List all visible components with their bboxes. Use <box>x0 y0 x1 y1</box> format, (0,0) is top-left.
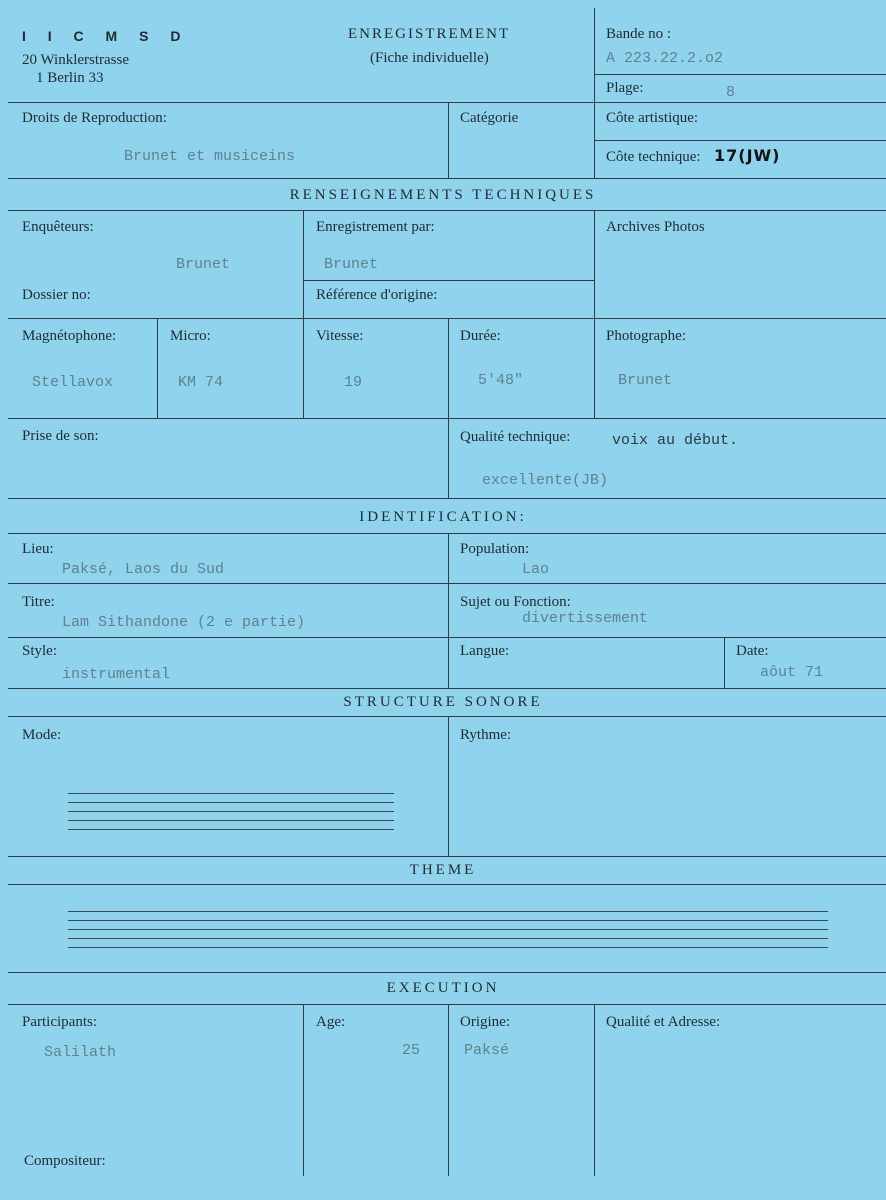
cote-artistique-label: Côte artistique: <box>606 110 699 126</box>
population-value: Lao <box>522 561 550 578</box>
mode-staff-line <box>68 811 394 812</box>
equip-divider-4 <box>594 318 595 418</box>
qualite-technique-note: voix au début. <box>612 432 739 449</box>
style-value: instrumental <box>62 666 171 683</box>
origine-label: Origine: <box>460 1014 510 1030</box>
photographe-value: Brunet <box>618 372 673 389</box>
cote-technique-value: 17(JW) <box>714 146 781 165</box>
prise-bottom-rule <box>8 498 886 499</box>
sujet-label: Sujet ou Fonction: <box>460 594 571 610</box>
structure-title-rule <box>8 716 886 717</box>
identification-title-rule <box>8 533 886 534</box>
rights-bottom-rule <box>8 178 886 179</box>
rights-divider-1 <box>448 102 449 178</box>
prise-de-son-label: Prise de son: <box>22 428 99 444</box>
mode-staff-line <box>68 802 394 803</box>
technique-title-rule <box>8 210 886 211</box>
age-label: Age: <box>316 1014 346 1030</box>
bande-value: A 223.22.2.o2 <box>606 50 724 67</box>
reference-divider <box>303 280 594 281</box>
micro-label: Micro: <box>170 328 211 344</box>
cote-technique-label: Côte technique: <box>606 149 701 165</box>
enqueteurs-value: Brunet <box>176 256 231 273</box>
enqueteurs-label: Enquêteurs: <box>22 219 94 235</box>
execution-divider-2 <box>448 1004 449 1176</box>
compositeur-label: Compositeur: <box>24 1153 106 1169</box>
qualite-adresse-label: Qualité et Adresse: <box>606 1014 721 1030</box>
org-logo: I I C M S D <box>22 28 190 44</box>
langue-label: Langue: <box>460 643 510 659</box>
micro-value: KM 74 <box>178 374 224 391</box>
identification-section-title: IDENTIFICATION: <box>359 509 527 525</box>
execution-divider-3 <box>594 1004 595 1176</box>
theme-section-title: THEME <box>409 862 477 878</box>
execution-title-rule <box>8 1004 886 1005</box>
header-divider <box>594 8 595 102</box>
mode-staff-line <box>68 829 394 830</box>
date-value: aôut 71 <box>760 664 824 681</box>
execution-section-title: EXECUTION <box>386 980 500 996</box>
enreg-par-label: Enregistrement par: <box>316 219 435 235</box>
theme-staff-line <box>68 911 828 912</box>
qualite-technique-value: excellente(JB) <box>482 472 609 489</box>
theme-bottom-rule <box>8 972 886 973</box>
cote-divider <box>594 140 886 141</box>
droits-label: Droits de Reproduction: <box>22 110 167 126</box>
duree-value: 5'48" <box>478 372 524 389</box>
age-value: 25 <box>402 1042 421 1059</box>
sujet-value: divertissement <box>522 610 649 627</box>
org-address-city: 1 Berlin 33 <box>36 70 104 86</box>
equip-bottom-rule <box>8 418 886 419</box>
theme-staff-line <box>68 929 828 930</box>
form-subtitle: (Fiche individuelle) <box>370 50 489 66</box>
plage-value: 8 <box>726 84 736 101</box>
technique-divider-1 <box>303 210 304 318</box>
droits-value: Brunet et musiceins <box>124 148 296 165</box>
theme-staff-line <box>68 947 828 948</box>
magnetophone-value: Stellavox <box>32 374 114 391</box>
equip-divider-1 <box>157 318 158 418</box>
titre-value: Lam Sithandone (2 e partie) <box>62 614 306 631</box>
dossier-bottom-rule <box>8 318 886 319</box>
structure-divider <box>448 716 449 856</box>
photographe-label: Photographe: <box>606 328 686 344</box>
duree-label: Durée: <box>460 328 501 344</box>
vitesse-label: Vitesse: <box>316 328 364 344</box>
mode-staff-line <box>68 793 394 794</box>
participants-value: Salilath <box>44 1044 117 1061</box>
reference-label: Référence d'origine: <box>316 287 438 303</box>
plage-label: Plage: <box>606 80 644 96</box>
form-title: ENREGISTREMENT <box>348 26 511 42</box>
lieu-label: Lieu: <box>22 541 54 557</box>
ident-bottom-rule <box>8 688 886 689</box>
archives-label: Archives Photos <box>606 219 705 235</box>
plage-divider <box>594 74 886 75</box>
date-divider <box>724 637 725 688</box>
theme-staff-line <box>68 920 828 921</box>
enreg-par-value: Brunet <box>324 256 379 273</box>
titre-bottom-rule <box>8 637 886 638</box>
equip-divider-3 <box>448 318 449 418</box>
population-label: Population: <box>460 541 530 557</box>
equip-divider-2 <box>303 318 304 418</box>
magnetophone-label: Magnétophone: <box>22 328 117 344</box>
rythme-label: Rythme: <box>460 727 512 743</box>
header-bottom-rule <box>8 102 886 103</box>
categorie-label: Catégorie <box>460 110 519 126</box>
structure-section-title: STRUCTURE SONORE <box>343 694 543 710</box>
vitesse-value: 19 <box>344 374 363 391</box>
prise-divider <box>448 418 449 498</box>
mode-label: Mode: <box>22 727 62 743</box>
style-label: Style: <box>22 643 58 659</box>
qualite-technique-label: Qualité technique: <box>460 429 571 445</box>
technique-divider-2 <box>594 210 595 318</box>
participants-label: Participants: <box>22 1014 97 1030</box>
lieu-bottom-rule <box>8 583 886 584</box>
dossier-label: Dossier no: <box>22 287 91 303</box>
org-address-street: 20 Winklerstrasse <box>22 52 130 68</box>
mode-staff-line <box>68 820 394 821</box>
structure-bottom-rule <box>8 856 886 857</box>
titre-label: Titre: <box>22 594 55 610</box>
origine-value: Paksé <box>464 1042 510 1059</box>
ident-divider <box>448 533 449 688</box>
execution-divider-1 <box>303 1004 304 1176</box>
date-label: Date: <box>736 643 769 659</box>
theme-title-rule <box>8 884 886 885</box>
lieu-value: Paksé, Laos du Sud <box>62 561 225 578</box>
bande-label: Bande no : <box>606 26 671 42</box>
technique-section-title: RENSEIGNEMENTS TECHNIQUES <box>289 187 597 203</box>
theme-staff-line <box>68 938 828 939</box>
